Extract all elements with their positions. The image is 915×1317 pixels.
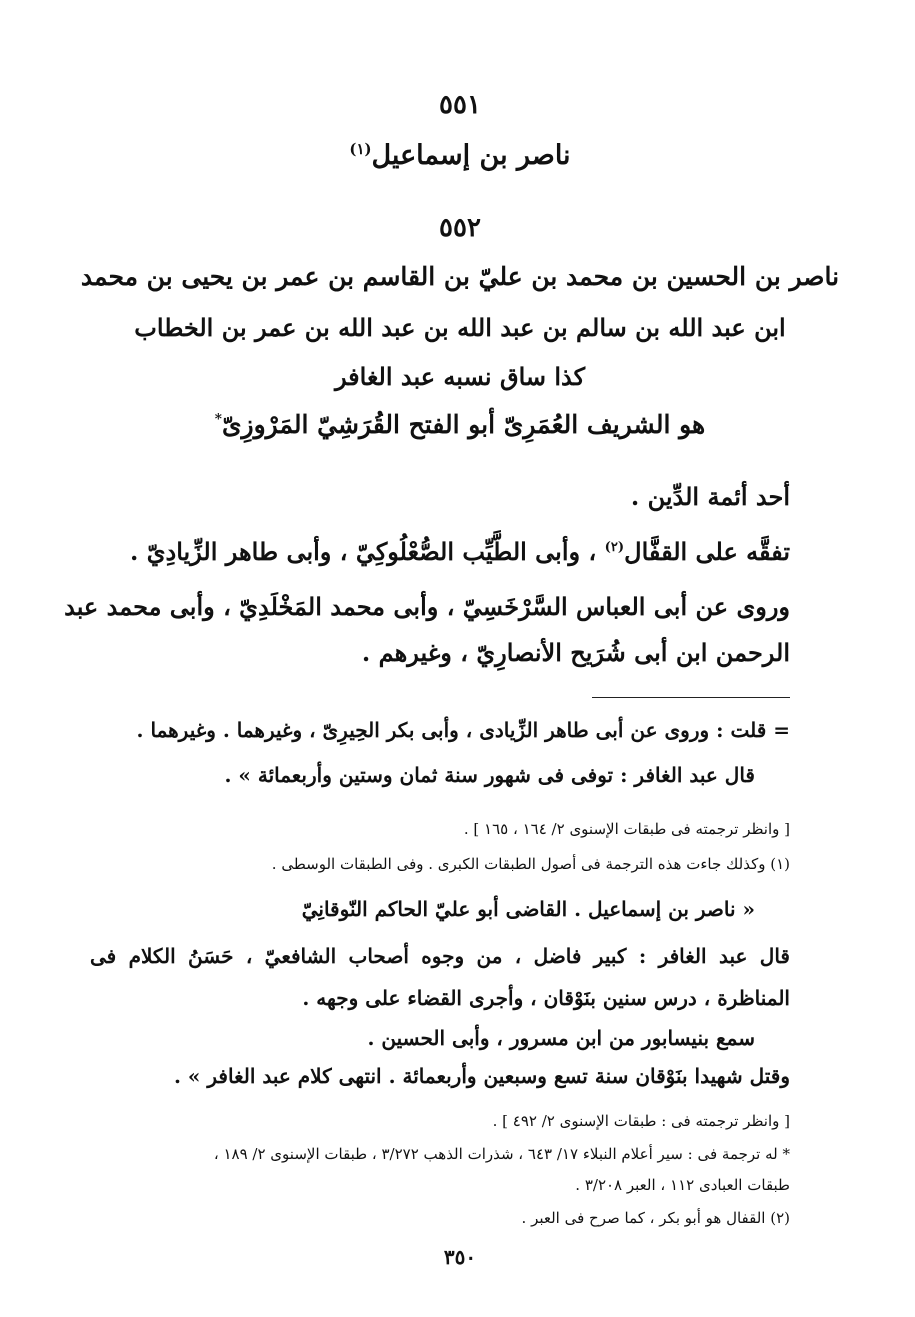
body-paragraph-3-line-2: الرحمن ابن أبى شُرَيح الأنصارِيّ ، وغيرهم . — [361, 638, 790, 667]
entry-551-number: ٥٥١ — [439, 90, 481, 120]
body-paragraph-2-start: تفقَّه على القفَّال — [624, 537, 790, 566]
star-note-line-2: طبقات العبادى ١١٢ ، العبر ٣/٢٠٨ . — [575, 1176, 790, 1194]
entry-551-title-text: ناصر بن إسماعيل — [371, 140, 571, 171]
footnote-continuation-1: = قلت : وروى عن أبى طاهر الزِّيادى ، وأبى بكر الحِيرِىّ ، وغيرهما . وغيرهما . — [136, 718, 790, 742]
body-paragraph-1: أحد أئمة الدِّين . — [630, 482, 790, 511]
lineage-line-4-text: هو الشريف العُمَرِىّ أبو الفتح القُرَشِيّ المَرْوزِىّ — [221, 410, 706, 439]
page-number: ٣٥٠ — [443, 1245, 477, 1269]
footnote-1: (١) وكذلك جاءت هذه الترجمة فى أصول الطبقات الكبرى . وفى الطبقات الوسطى . — [271, 855, 790, 873]
footnote-isnawi-ref-1: [ وانظر ترجمته فى طبقات الإسنوى ٢/ ١٦٤ ، ١٦٥ ] . — [463, 820, 790, 838]
footnote-2: (٢) القفال هو أبو بكر ، كما صرح فى العبر . — [521, 1209, 790, 1227]
entry-552-number: ٥٥٢ — [439, 213, 481, 243]
body-paragraph-2-end: ، وأبى الطَّيِّب الصُّعْلُوكِيّ ، وأبى طاهر الزِّيادِيّ . — [130, 537, 605, 566]
wusta-heading: « ناصر بن إسماعيل . القاضى أبو عليّ الحاكم النّوقانِيّ — [301, 897, 755, 921]
wusta-line-2: المناظرة ، درس سنين بنَوْقان ، وأجرى القضاء على وجهه . — [302, 986, 790, 1010]
entry-551-title — [60, 140, 860, 171]
footnote-continuation-2: قال عبد الغافر : توفى فى شهور سنة ثمان وستين وأربعمائة » . — [224, 763, 755, 787]
footnote-isnawi-ref-2: [ وانظر ترجمته فى : طبقات الإسنوى ٢/ ٤٩٢ ] . — [492, 1112, 790, 1130]
wusta-line-4: وقتل شهيدا بنَوْقان سنة تسع وسبعين وأربعمائة . انتهى كلام عبد الغافر » . — [174, 1064, 790, 1088]
lineage-line-2: ابن عبد الله بن سالم بن عبد الله بن عبد الله بن عمر بن الخطاب — [134, 313, 786, 342]
footnote-2-ref: (٢) — [604, 540, 625, 555]
star-note-line-1: * له ترجمة فى : سير أعلام النبلاء ١٧/ ٦٤٣ ، شذرات الذهب ٣/٢٧٢ ، طبقات الإسنوى ٢/ ١٨٩ ، — [213, 1145, 790, 1163]
footnote-separator — [592, 697, 790, 698]
wusta-line-1: قال عبد الغافر : كبير فاضل ، من وجوه أصحاب الشافعيّ ، حَسَنُ الكلام فى — [90, 944, 790, 968]
lineage-line-4 — [60, 410, 860, 439]
body-paragraph-2 — [130, 537, 790, 566]
wusta-line-3: سمع بنيسابور من ابن مسرور ، وأبى الحسين . — [367, 1026, 755, 1050]
lineage-line-1: ناصر بن الحسين بن محمد بن عليّ بن القاسم بن عمر بن يحيى بن محمد — [80, 262, 840, 291]
star-note-ref: * — [214, 411, 222, 428]
lineage-line-3: كذا ساق نسبه عبد الغافر — [334, 362, 586, 391]
body-paragraph-3-line-1: وروى عن أبى العباس السَّرْخَسِيّ ، وأبى محمد المَخْلَدِيّ ، وأبى محمد عبد — [64, 592, 790, 621]
footnote-1-ref: (١) — [349, 140, 372, 158]
